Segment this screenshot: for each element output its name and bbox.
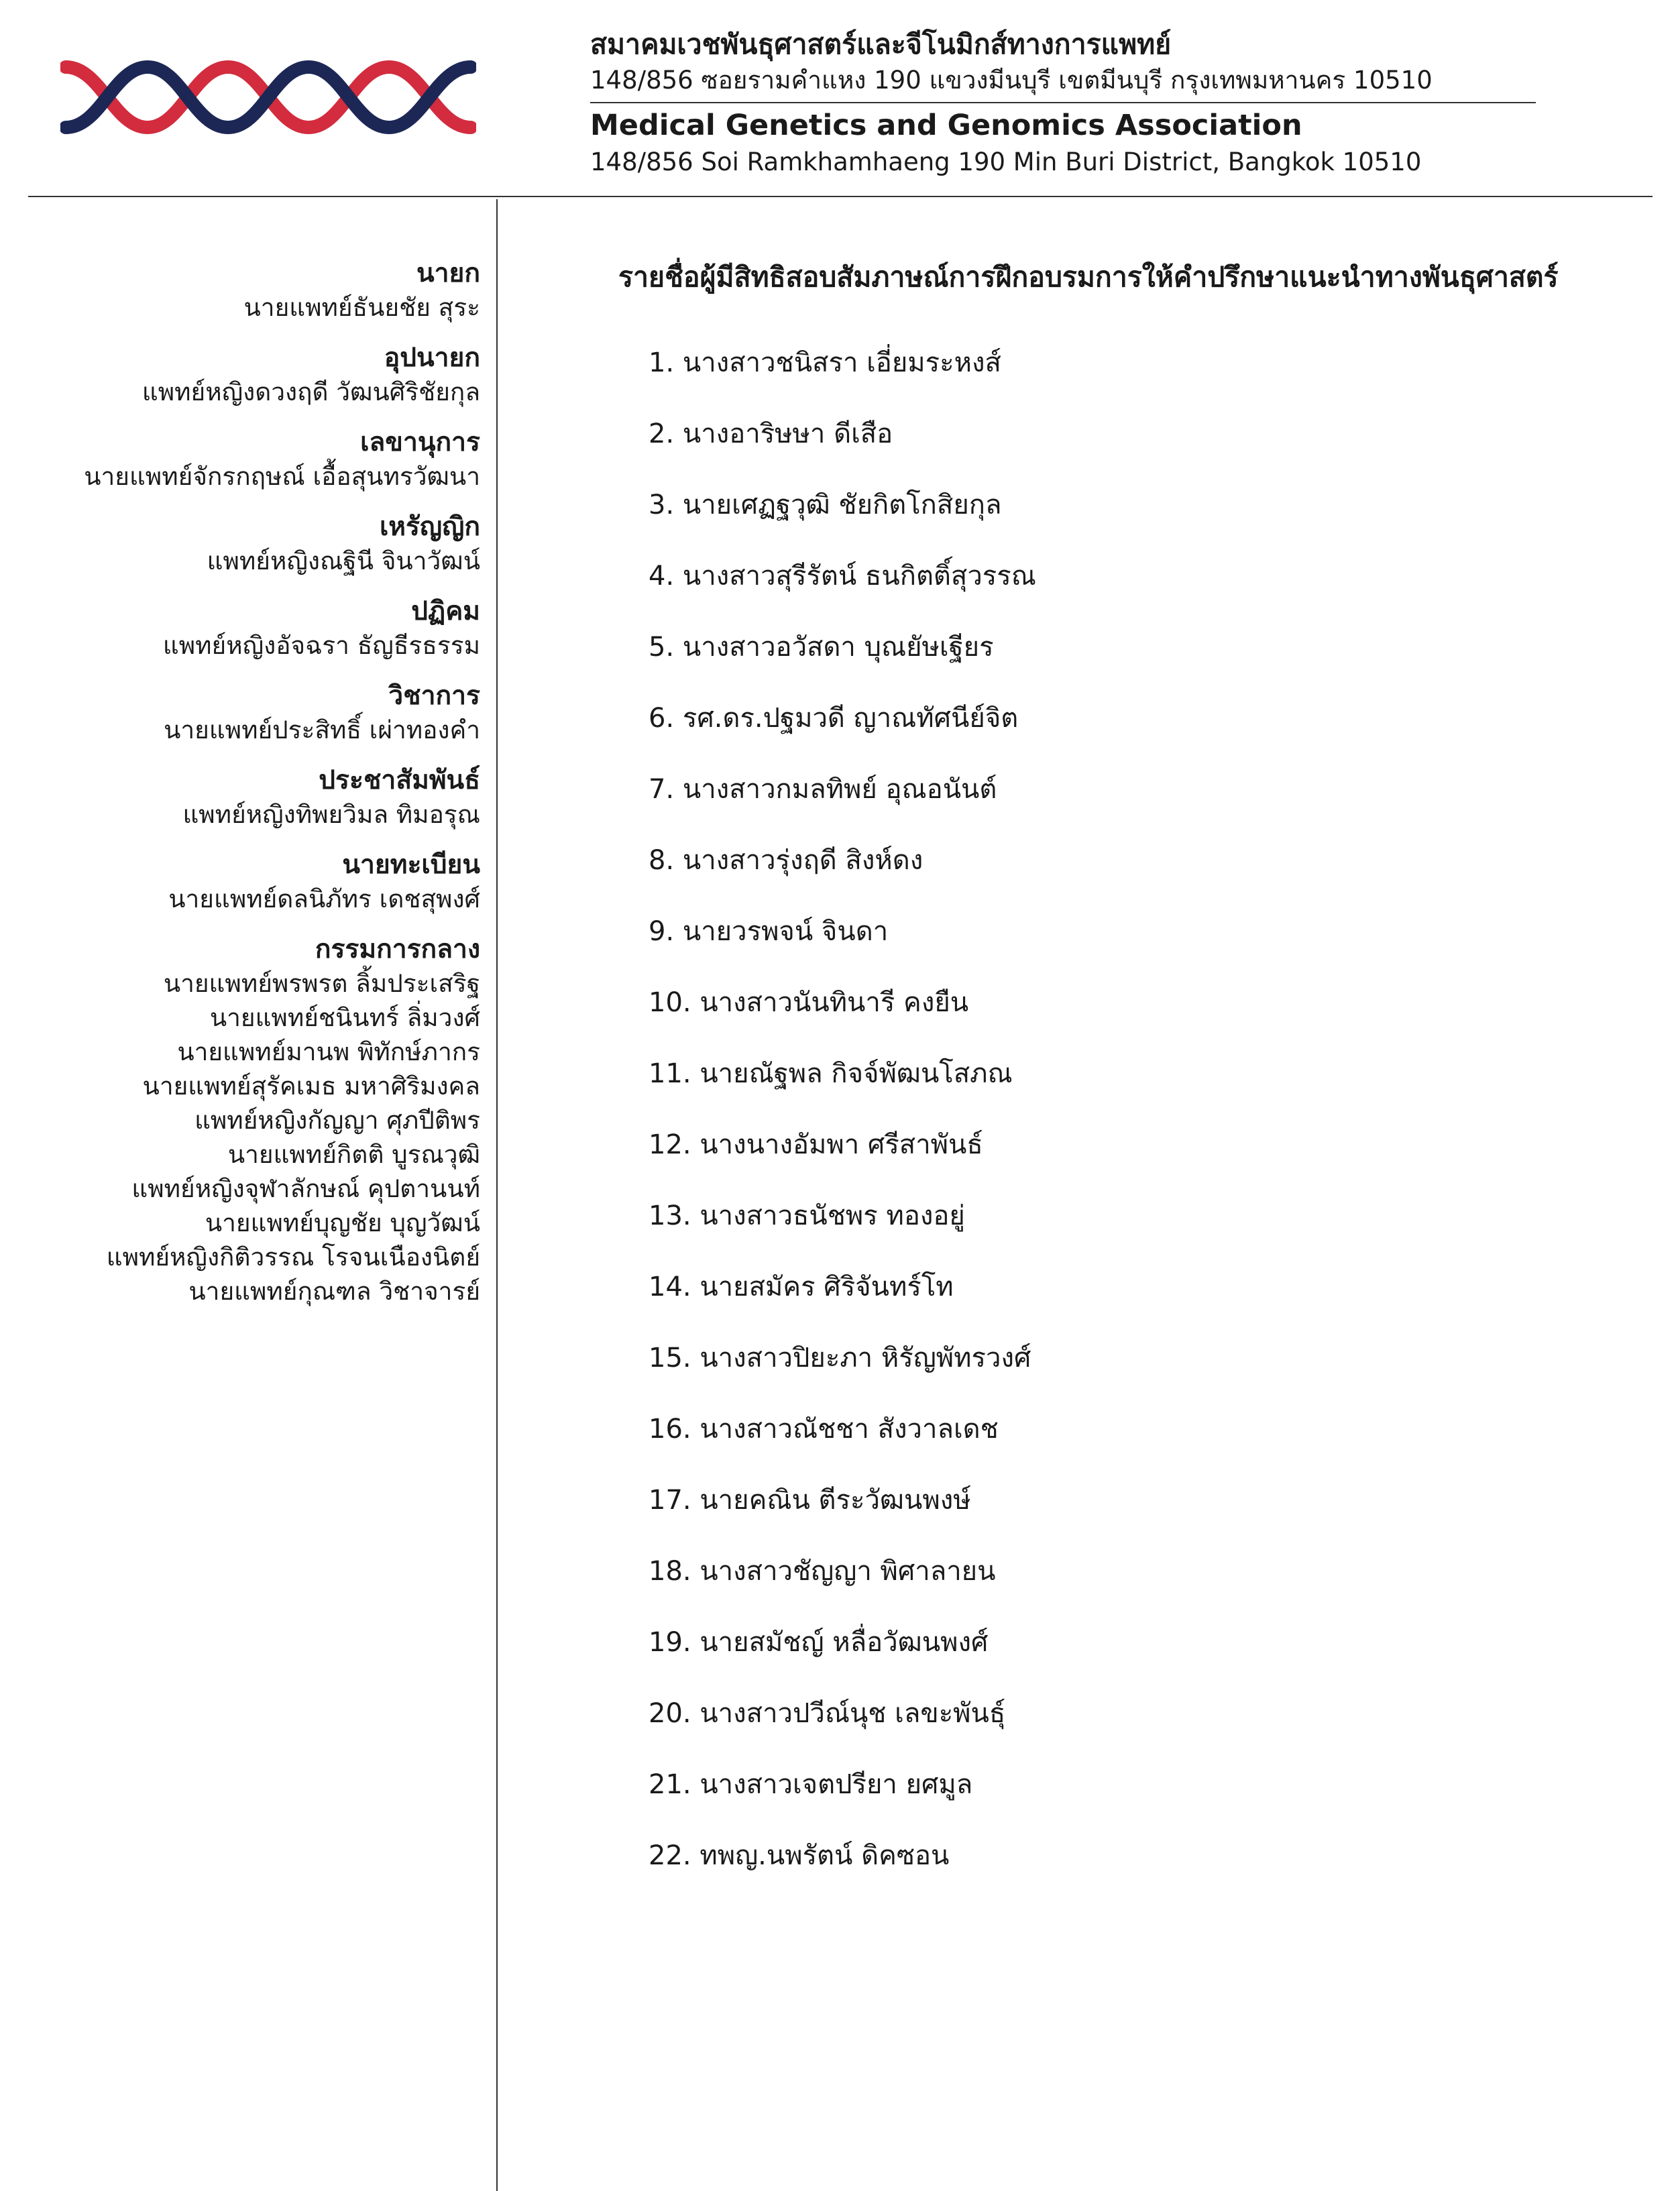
organization-header [590,25,1536,180]
candidate-list-section [610,256,1636,1891]
candidate-item: 13. นางสาวธนัชพร ทองอยู่ [649,1200,965,1231]
header-divider [590,102,1536,103]
committee-member: นายแพทย์ประสิทธิ์ เผ่าทองคำ [164,716,480,744]
dna-double-helix-logo [60,40,476,154]
role-title: อุปนายก [384,343,480,373]
candidate-item: 5. นางสาวอวัสดา บุณยัษเฐียร [649,632,994,663]
role-title: วิชาการ [388,681,480,711]
committee-member: แพทย์หญิงจุฬาลักษณ์ คุปตานนท์ [131,1174,480,1203]
org-name-thai: สมาคมเวชพันธุศาสตร์และจีโนมิกส์ทางการแพทย์ [590,28,1172,60]
role-title: นายก [416,258,480,288]
candidate-item: 1. นางสาวชนิสรา เอี่ยมระหงส์ [649,347,1001,378]
candidate-item: 21. นางสาวเจตปรียา ยศมูล [649,1769,973,1800]
org-address-english: 148/856 Soi Ramkhamhaeng 190 Min Buri District, Bangkok 10510 [590,148,1422,176]
candidate-item: 2. นางอาริษษา ดีเสือ [649,418,893,449]
candidate-item: 7. นางสาวกมลทิพย์ อุณอนันต์ [649,774,997,805]
role-title: เลขานุการ [360,427,480,457]
committee-member: นายแพทย์พรพรต ลิ้มประเสริฐ [163,969,480,998]
role-title: ปฏิคม [411,596,480,626]
role-group-public-relations [13,763,480,832]
committee-member: นายแพทย์สุรัคเมธ มหาศิริมงคล [142,1072,480,1101]
role-group-treasurer [13,510,480,578]
committee-member: แพทย์หญิงอัจฉรา ธัญธีรธรรม [162,631,480,660]
candidate-item: 8. นางสาวรุ่งฤดี สิงห์ดง [649,845,923,876]
candidate-item: 18. นางสาวชัญญา พิศาลายน [649,1556,996,1587]
committee-member: แพทย์หญิงดวงฤดี วัฒนศิริชัยกุล [142,378,480,406]
candidate-item: 10. นางสาวนันทินารี คงยืน [649,987,969,1018]
candidate-item: 20. นางสาวปวีณ์นุช เลขะพันธุ์ [649,1698,1006,1729]
committee-member: แพทย์หญิงกัญญา ศุภปีติพร [194,1106,480,1135]
committee-member: แพทย์หญิงทิพยวิมล ทิมอรุณ [182,800,480,829]
committee-member: แพทย์หญิงณฐินี จินาวัฒน์ [207,547,480,575]
role-group-secretary [13,425,480,494]
candidate-item: 19. นายสมัชญ์ หลื่อวัฒนพงศ์ [649,1627,989,1658]
role-group-reception [13,594,480,663]
role-title: เหรัญญิก [379,512,480,542]
role-title: นายทะเบียน [342,850,480,880]
committee-member: นายแพทย์กิตติ บูรณวุฒิ [227,1140,480,1169]
committee-member: แพทย์หญิงกิติวรรณ โรจนเนืองนิตย์ [106,1243,480,1272]
role-group-president [13,256,480,325]
candidate-item: 17. นายคณิน ตีระวัฒนพงษ์ [649,1485,971,1516]
committee-member: นายแพทย์กุณฑล วิชาจารย์ [188,1277,480,1306]
candidate-item: 6. รศ.ดร.ปฐมวดี ญาณทัศนีย์จิต [649,703,1019,734]
candidate-item: 4. นางสาวสุรีรัตน์ ธนกิตติ์สุวรรณ [649,561,1036,592]
candidate-item: 11. นายณัฐพล กิจจ์พัฒนโสภณ [649,1058,1013,1089]
column-divider [496,199,498,2191]
committee-member: นายแพทย์ชนินทร์ ลิ่มวงศ์ [209,1003,480,1032]
candidate-item: 15. นางสาวปิยะภา หิรัญพัทรวงศ์ [649,1343,1031,1373]
org-name-english: Medical Genetics and Genomics Association [590,109,1302,142]
role-group-academic [13,679,480,747]
candidate-item: 22. ทพญ.นพรัตน์ ดิคซอน [649,1840,950,1871]
committee-member: นายแพทย์บุญชัย บุญวัฒน์ [205,1209,480,1237]
committee-member: นายแพทย์มานพ พิทักษ์ภากร [177,1037,480,1066]
list-title: รายชื่อผู้มีสิทธิสอบสัมภาษณ์การฝึกอบรมการให้คำปรึกษาแนะนำทางพันธุศาสตร์ [618,261,1559,293]
role-group-central-committee [13,932,480,1308]
committee-member: นายแพทย์ดลนิภัทร เดชสุพงศ์ [168,885,480,913]
page-header-rule [28,196,1653,197]
role-group-vice-president [13,341,480,409]
committee-member: นายแพทย์ธันยชัย สุระ [243,293,480,322]
role-group-registrar [13,848,480,916]
role-title: กรรมการกลาง [315,934,480,964]
committee-sidebar [13,256,480,1325]
candidate-item: 9. นายวรพจน์ จินดา [649,916,889,947]
role-title: ประชาสัมพันธ์ [319,765,480,795]
org-address-thai: 148/856 ซอยรามคำแหง 190 แขวงมีนบุรี เขตมีนบุรี กรุงเทพมหานคร 10510 [590,66,1433,95]
candidate-item: 16. นางสาวณัชชา สังวาลเดช [649,1414,999,1445]
committee-member: นายแพทย์จักรกฤษณ์ เอื้อสุนทรวัฒนา [84,462,480,491]
candidate-item: 12. นางนางอัมพา ศรีสาพันธ์ [649,1129,983,1160]
candidate-item: 14. นายสมัคร ศิริจันทร์โท [649,1272,954,1302]
candidate-item: 3. นายเศฏฐวุฒิ ชัยกิตโกสิยกุล [649,490,1002,520]
